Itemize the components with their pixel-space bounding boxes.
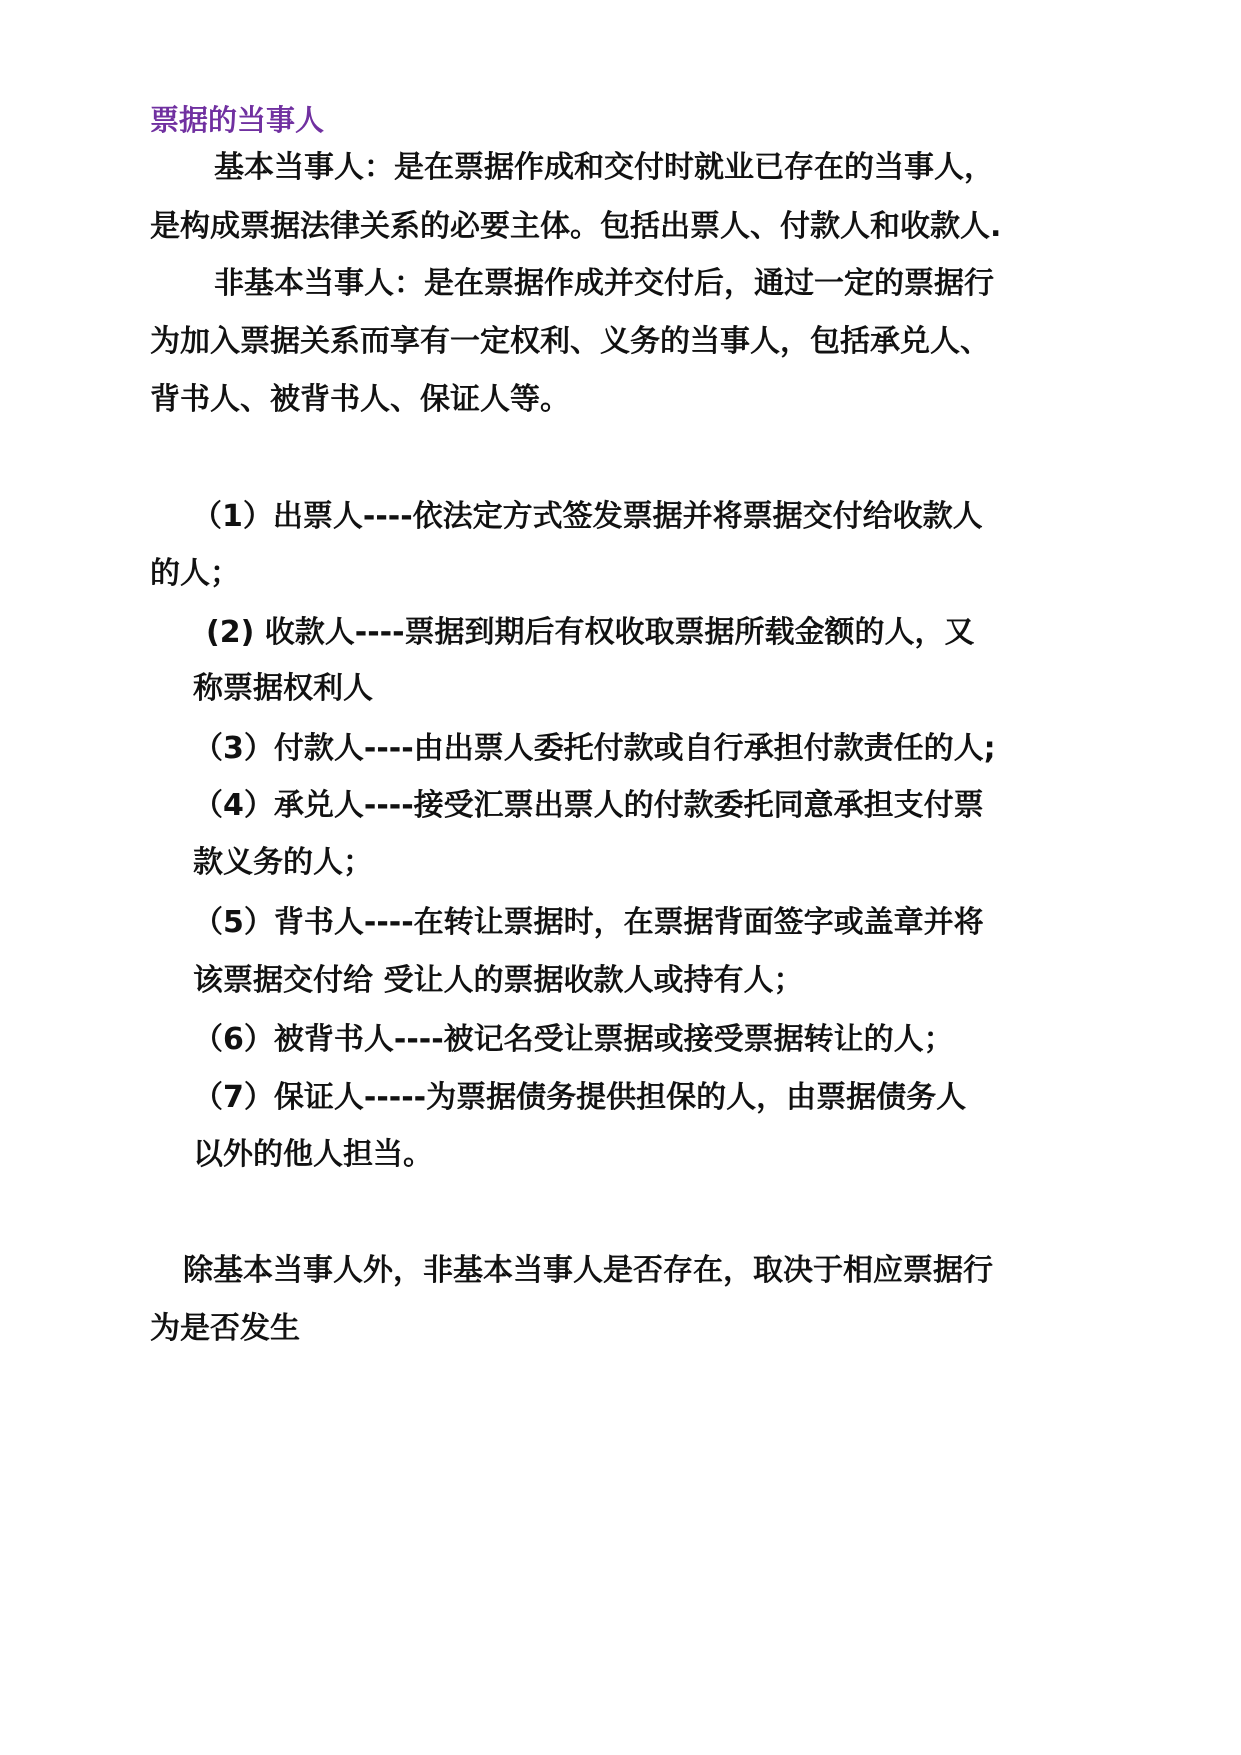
non-basic-parties-line-2: 为加入票据关系而享有一定权利、义务的当事人，包括承兑人、	[150, 324, 990, 359]
non-basic-parties-line-1: 非基本当事人：是在票据作成并交付后，通过一定的票据行	[214, 266, 994, 301]
page-title: 票据的当事人	[150, 103, 325, 137]
list-item-acceptor-line-2: 款义务的人；	[193, 845, 373, 880]
basic-parties-line-1: 基本当事人：是在票据作成和交付时就业已存在的当事人，	[214, 150, 994, 185]
list-item-endorsee-line-1: （6）被背书人----被记名受让票据或接受票据转让的人；	[193, 1022, 954, 1057]
list-item-payee-line-1: (2) 收款人----票据到期后有权收取票据所载金额的人，又	[206, 615, 975, 650]
list-item-drawer-line-2: 的人；	[150, 556, 240, 591]
conclusion-line-1: 除基本当事人外，非基本当事人是否存在，取决于相应票据行	[183, 1253, 993, 1288]
non-basic-parties-line-3: 背书人、被背书人、保证人等。	[150, 382, 570, 417]
conclusion-line-2: 为是否发生	[150, 1311, 300, 1346]
list-item-acceptor-line-1: （4）承兑人----接受汇票出票人的付款委托同意承担支付票	[193, 788, 984, 823]
basic-parties-line-2: 是构成票据法律关系的必要主体。包括出票人、付款人和收款人.	[150, 209, 1002, 244]
list-item-endorser-line-1: （5）背书人----在转让票据时，在票据背面签字或盖章并将	[193, 905, 984, 940]
list-item-payer-line-1: （3）付款人----由出票人委托付款或自行承担付款责任的人;	[193, 731, 996, 766]
list-item-endorser-line-2: 该票据交付给 受让人的票据收款人或持有人；	[193, 963, 804, 998]
list-item-guarantor-line-1: （7）保证人-----为票据债务提供担保的人，由票据债务人	[193, 1080, 967, 1115]
list-item-payee-line-2: 称票据权利人	[193, 671, 373, 706]
list-item-guarantor-line-2: 以外的他人担当。	[193, 1137, 433, 1172]
list-item-drawer-line-1: （1）出票人----依法定方式签发票据并将票据交付给收款人	[192, 499, 983, 534]
